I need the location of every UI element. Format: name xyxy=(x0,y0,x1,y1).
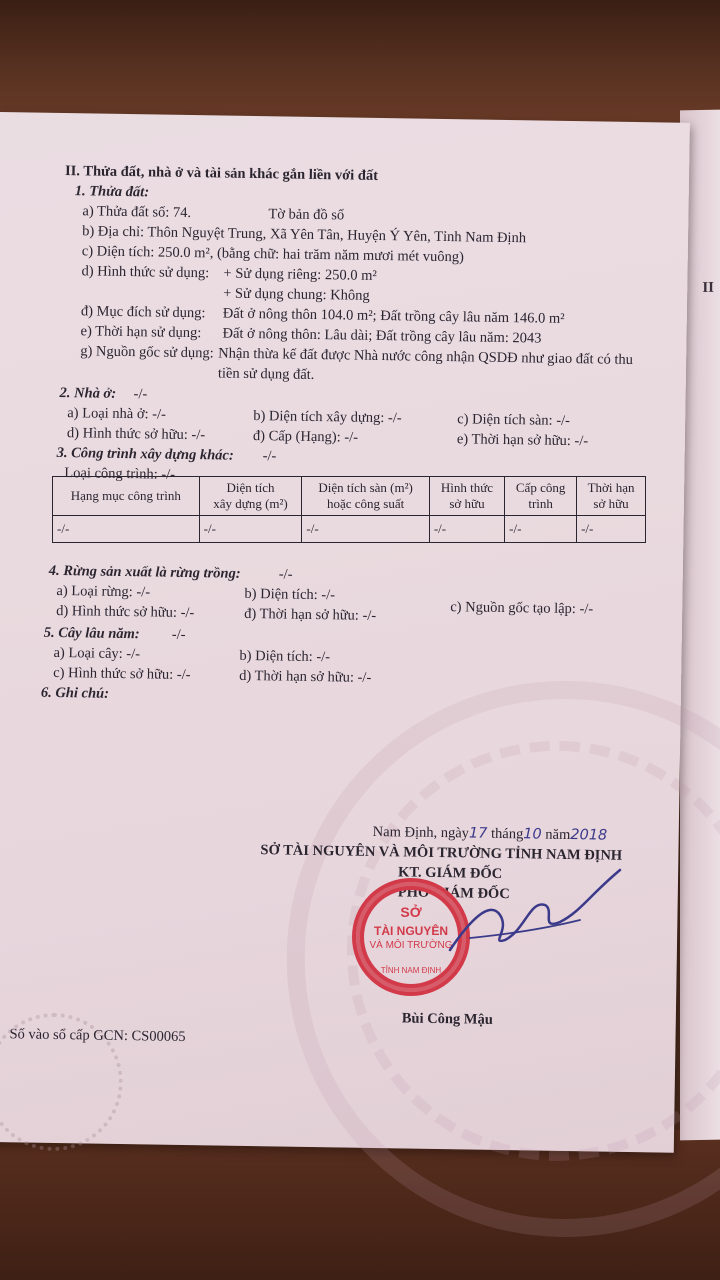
house-term: e) Thời hạn sở hữu: -/- xyxy=(456,431,589,450)
land-parcel-no: a) Thửa đất số: 74. xyxy=(82,203,192,222)
signing-year: 2018 xyxy=(570,827,608,844)
works-col-floor-area: Diện tích sàn (m²) hoặc công suất xyxy=(302,477,429,516)
forest-ownership: d) Hình thức sở hữu: -/- xyxy=(56,602,195,622)
land-usage-shared: + Sử dụng chung: Không xyxy=(223,285,370,304)
land-origin-line1: Nhận thừa kế đất được Nhà nước công nhận QSDĐ như giao đất có thu xyxy=(218,345,634,368)
perennial-type: a) Loại cây: -/- xyxy=(53,644,141,663)
land-address: b) Địa chỉ: Thôn Nguyệt Trung, Xã Yên Tân, Huyện Ý Yên, Tỉnh Nam Định xyxy=(82,223,527,247)
works-type: Loại công trình: -/- xyxy=(64,465,176,483)
signing-authority: SỞ TÀI NGUYÊN VÀ MÔI TRƯỜNG TỈNH NAM ĐỊNH xyxy=(260,842,623,864)
works-col-ownership: Hình thức sở hữu xyxy=(429,477,504,516)
perennial-heading-value: -/- xyxy=(171,626,186,643)
house-floor-area: c) Diện tích sàn: -/- xyxy=(457,411,571,429)
table-cell: -/- xyxy=(199,516,302,543)
signing-deputy: PHÓ GIÁM ĐỐC xyxy=(397,884,510,903)
seal-line-2: TÀI NGUYÊN xyxy=(373,924,448,938)
land-map-sheet: Tờ bản đồ số xyxy=(268,206,345,224)
forest-heading: 4. Rừng sản xuất là rừng trồng: xyxy=(48,562,241,582)
land-term-label: e) Thời hạn sử dụng: xyxy=(80,323,202,342)
land-usage-form-label: d) Hình thức sử dụng: xyxy=(81,263,210,282)
forest-type: a) Loại rừng: -/- xyxy=(56,582,151,601)
land-area: c) Diện tích: 250.0 m², (bằng chữ: hai trăm năm mươi mét vuông) xyxy=(81,243,464,266)
works-heading: 3. Công trình xây dựng khác: xyxy=(56,444,234,464)
register-number xyxy=(9,1026,185,1046)
land-usage-private: + Sử dụng riêng: 250.0 m² xyxy=(223,265,377,284)
signer-name: Bùi Công Mậu xyxy=(401,1010,493,1028)
forest-term: đ) Thời hạn sở hữu: -/- xyxy=(244,605,377,624)
land-origin-line2: tiền sử dụng đất. xyxy=(217,365,315,383)
works-heading-value: -/- xyxy=(262,448,277,465)
section-title: II. Thửa đất, nhà ở và tài sản khác gắn liền với đất xyxy=(64,163,379,184)
forest-heading-value: -/- xyxy=(278,566,293,583)
house-type: a) Loại nhà ở: -/- xyxy=(67,405,167,423)
works-table-header xyxy=(53,477,646,516)
signing-year-label: năm xyxy=(545,826,571,844)
signing-place-prefix: Nam Định, ngày xyxy=(372,823,470,842)
works-col-built-area: Diện tích xây dựng (m²) xyxy=(199,477,302,516)
perennial-ownership: c) Hình thức sở hữu: -/- xyxy=(53,664,191,684)
seal-line-3: VÀ MÔI TRƯỜNG xyxy=(369,940,453,951)
forest-area: b) Diện tích: -/- xyxy=(244,585,336,604)
house-ownership: d) Hình thức sở hữu: -/- xyxy=(66,425,206,444)
table-surface-top xyxy=(0,0,720,130)
seal-line-4: TỈNH NAM ĐỊNH xyxy=(380,966,442,975)
forest-origin: c) Nguồn gốc tạo lập: -/- xyxy=(450,599,594,618)
table-cell: -/- xyxy=(505,516,577,543)
land-heading: 1. Thửa đất: xyxy=(74,183,150,201)
signing-day: 17 xyxy=(468,825,488,842)
table-cell: -/- xyxy=(53,516,200,543)
house-heading-value: -/- xyxy=(133,386,148,403)
notes-heading: 6. Ghi chú: xyxy=(40,684,110,702)
works-col-term: Thời hạn sở hữu xyxy=(577,477,646,516)
perennial-term: d) Thời hạn sở hữu: -/- xyxy=(239,667,372,686)
works-col-item: Hạng mục công trình xyxy=(53,477,200,516)
register-value: CS00065 xyxy=(131,1028,186,1046)
land-purpose: Đất ở nông thôn 104.0 m²; Đất trồng cây lâu năm 146.0 m² xyxy=(222,305,565,327)
house-grade: đ) Cấp (Hạng): -/- xyxy=(252,428,359,446)
register-label: Số vào sổ cấp GCN: xyxy=(9,1026,129,1045)
land-origin-label: g) Nguồn gốc sử dụng: xyxy=(80,343,214,362)
works-col-grade: Cấp công trình xyxy=(505,477,577,516)
table-cell: -/- xyxy=(302,516,429,543)
works-table xyxy=(52,476,646,543)
table-row xyxy=(53,516,646,543)
perennial-heading: 5. Cây lâu năm: xyxy=(43,624,140,643)
table-cell: -/- xyxy=(577,516,646,543)
edge-letter: II xyxy=(702,279,714,296)
house-heading: 2. Nhà ở: xyxy=(59,384,117,402)
seal-line-1: SỞ xyxy=(400,904,422,920)
perennial-area: b) Diện tích: -/- xyxy=(239,647,331,666)
certificate-page xyxy=(0,112,690,1153)
handwritten-signature xyxy=(430,860,650,970)
land-purpose-label: đ) Mục đích sử dụng: xyxy=(80,303,206,322)
signing-for-director: KT. GIÁM ĐỐC xyxy=(397,864,503,882)
table-cell: -/- xyxy=(429,516,504,543)
house-built-area: b) Diện tích xây dựng: -/- xyxy=(253,408,402,427)
land-term: Đất ở nông thôn: Lâu dài; Đất trồng cây lâu năm: 2043 xyxy=(222,325,542,347)
signing-month-label: tháng xyxy=(490,825,524,843)
signing-month: 10 xyxy=(523,826,542,843)
